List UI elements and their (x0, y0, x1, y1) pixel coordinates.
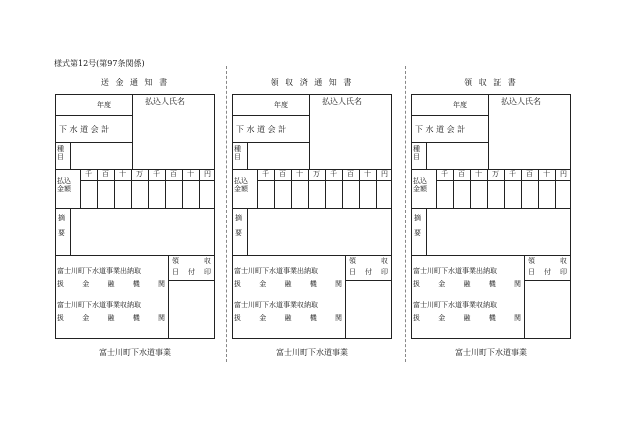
receiving-bank-label: 富士川町下水道事業収納取 (57, 301, 141, 309)
amount-digit-label: 千 (262, 170, 269, 178)
rule (55, 255, 215, 256)
amount-digit-label: 千 (509, 170, 516, 178)
perforation-line-1 (226, 66, 227, 362)
rule (168, 280, 215, 281)
disbursing-bank-label-2: 扱 金 融 機 関 (413, 280, 521, 288)
amount-digit-label: 千 (85, 170, 92, 178)
amount-label: 払込 金額 (413, 177, 427, 193)
summary-label: 摘 要 (414, 214, 421, 238)
amount-digit-label: 円 (560, 170, 567, 178)
fiscal-year-label: 年度 (274, 101, 288, 109)
rule (70, 208, 71, 255)
rule (247, 208, 248, 255)
amount-digit-label: 百 (279, 170, 286, 178)
rule (524, 280, 571, 281)
amount-digit-label: 十 (543, 170, 550, 178)
receipt-stamp-label-2: 日 付 印 (172, 268, 211, 276)
amount-digit-label: 百 (170, 170, 177, 178)
amount-digit-label: 千 (330, 170, 337, 178)
amount-digit-label: 十 (296, 170, 303, 178)
disbursing-bank-label-2: 扱 金 融 機 関 (57, 280, 165, 288)
rule (426, 208, 427, 255)
amount-digit-label: 万 (136, 170, 143, 178)
amount-digit-label: 十 (364, 170, 371, 178)
rule (411, 208, 571, 209)
slip-title: 領 収 済 通 知 書 (270, 78, 354, 87)
fiscal-year-label: 年度 (453, 101, 467, 109)
slip-footer: 富士川町下水道事業 (99, 348, 171, 357)
rule (411, 142, 488, 143)
rule (345, 280, 392, 281)
form-number: 様式第12号(第97条関係) (54, 59, 145, 68)
rule (168, 255, 169, 339)
rule (488, 94, 489, 169)
rule (309, 94, 310, 169)
amount-digit-label: 円 (204, 170, 211, 178)
receiving-bank-label-2: 扱 金 融 機 関 (234, 314, 342, 322)
rule (232, 208, 392, 209)
rule (247, 142, 248, 169)
rule (132, 94, 133, 169)
receiving-bank-label-2: 扱 金 融 機 関 (57, 314, 165, 322)
disbursing-bank-label-2: 扱 金 融 機 関 (234, 280, 342, 288)
payer-name-label: 払込人氏名 (501, 97, 541, 106)
amount-digit-label: 万 (492, 170, 499, 178)
receiving-bank-label: 富士川町下水道事業収納取 (413, 301, 497, 309)
category-label: 種 目 (413, 145, 420, 161)
summary-label: 摘 要 (58, 214, 65, 238)
rule (232, 142, 309, 143)
amount-digit-label: 十 (119, 170, 126, 178)
slip-footer: 富士川町下水道事業 (276, 348, 348, 357)
rule (232, 115, 309, 116)
payer-name-label: 払込人氏名 (322, 97, 362, 106)
disbursing-bank-label: 富士川町下水道事業出納取 (57, 267, 141, 275)
rule (55, 115, 132, 116)
rule (232, 255, 392, 256)
amount-digit-label: 千 (153, 170, 160, 178)
rule (426, 142, 427, 169)
perforation-line-2 (405, 66, 406, 362)
account-label: 下 水 道 会 計 (236, 125, 287, 134)
slip-title: 送 金 通 知 書 (100, 78, 170, 87)
account-label: 下 水 道 会 計 (59, 125, 110, 134)
rule (55, 142, 132, 143)
rule (524, 255, 525, 339)
category-label: 種 目 (57, 145, 64, 161)
receiving-bank-label: 富士川町下水道事業収納取 (234, 301, 318, 309)
slip-footer: 富士川町下水道事業 (455, 348, 527, 357)
receiving-bank-label-2: 扱 金 融 機 関 (413, 314, 521, 322)
amount-digit-label: 千 (441, 170, 448, 178)
disbursing-bank-label: 富士川町下水道事業出納取 (234, 267, 318, 275)
amount-digit-label: 十 (187, 170, 194, 178)
rule (411, 115, 488, 116)
amount-digit-label: 万 (313, 170, 320, 178)
amount-digit-label: 円 (381, 170, 388, 178)
amount-digit-label: 百 (102, 170, 109, 178)
summary-label: 摘 要 (235, 214, 242, 238)
payer-name-label: 払込人氏名 (145, 97, 185, 106)
slip-title: 領 収 証 書 (464, 78, 518, 87)
rule (411, 255, 571, 256)
category-label: 種 目 (234, 145, 241, 161)
rule (345, 255, 346, 339)
account-label: 下 水 道 会 計 (415, 125, 466, 134)
fiscal-year-label: 年度 (97, 101, 111, 109)
receipt-stamp-label: 領 収 (349, 257, 388, 265)
amount-digit-label: 百 (526, 170, 533, 178)
receipt-stamp-label-2: 日 付 印 (528, 268, 567, 276)
amount-label: 払込 金額 (234, 177, 248, 193)
receipt-stamp-label: 領 収 (172, 257, 211, 265)
amount-digit-label: 百 (458, 170, 465, 178)
receipt-stamp-label-2: 日 付 印 (349, 268, 388, 276)
rule (70, 142, 71, 169)
amount-label: 払込 金額 (57, 177, 71, 193)
amount-digit-label: 十 (475, 170, 482, 178)
rule (55, 208, 215, 209)
receipt-stamp-label: 領 収 (528, 257, 567, 265)
disbursing-bank-label: 富士川町下水道事業出納取 (413, 267, 497, 275)
amount-digit-label: 百 (347, 170, 354, 178)
